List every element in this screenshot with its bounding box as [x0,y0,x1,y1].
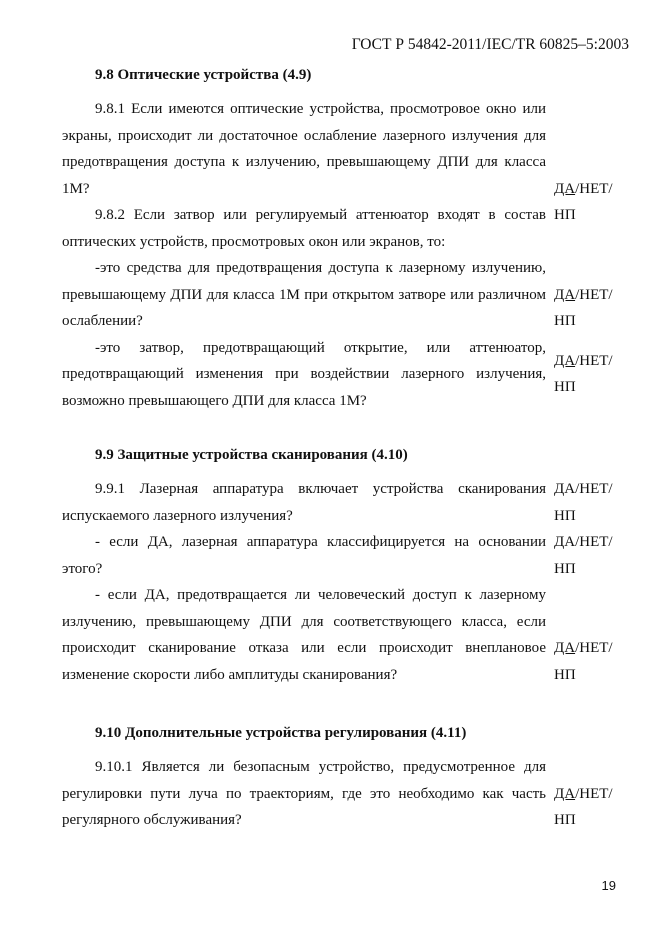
answer-yes: ДА [554,286,576,303]
answer-no: /НЕТ/ [575,785,613,802]
question-row [62,96,632,202]
question-row [62,335,632,415]
question-text: - если ДА, лазерная аппаратура классифицируется на основании этого? [62,534,546,577]
question-text: 9.8.2 Если затвор или регулируемый аттенюатор входят в состав оптических устройств, просмотровых окон или экранов, то: [62,207,546,250]
answer-yes: ДА [554,785,576,802]
answer-na: НП [554,379,576,395]
answer-no: /НЕТ/ [575,640,613,656]
answer-yes: ДА [554,180,576,197]
answer-no: /НЕТ/ [575,286,613,303]
page-number: 19 [601,878,616,893]
answer-options [554,529,624,582]
answer-no: /НЕТ/ [575,352,613,369]
answer-options [554,476,624,529]
section-title: 9.9 Защитные устройства сканирования (4.10) [95,447,408,463]
answer-na: НП [554,560,576,577]
answer-options [554,176,624,203]
answer-yes: ДА [554,534,576,550]
question-text: -это средства для предотвращения доступа к лазерному излучению, превышающему ДПИ для класса 1М при открытом затворе или различном ослаблении? [62,260,546,329]
question-row [62,582,632,688]
question-row [62,202,632,255]
answer-yes: ДА [554,481,576,497]
question-text: 9.9.1 Лазерная аппаратура включает устройства сканирования испускаемого лазерного излучения? [62,481,546,524]
question-text: 9.10.1 Является ли безопасным устройство, предусмотренное для регулировки пути луча по траекториям, где это необходимо как часть регулярного обслуживания? [62,759,546,828]
question-row [62,529,632,582]
answer-na: НП [554,812,576,828]
answer-yes: ДА [554,352,576,369]
question-row [62,476,632,529]
answer-no: /НЕТ/ [575,180,613,197]
answer-no: /НЕТ/ [575,534,613,550]
question-text: - если ДА, предотвращается ли человеческий доступ к лазерному излучению, превышающему ДПИ для соответствующего класса, если происходит сканирование отказа или если происходит внеплановое изменение скорости либо амплитуды сканирования? [62,587,546,683]
document-body [62,60,632,834]
answer-na: НП [554,666,576,683]
question-text: -это затвор, предотвращающий открытие, или аттенюатор, предотвращающий изменения при воздействии лазерного излучения, возможно превышающего ДПИ для класса 1М? [62,339,546,409]
section-title: 9.8 Оптические устройства (4.9) [95,67,312,83]
answer-options [554,635,624,688]
question-row [62,754,632,834]
answer-na: НП [554,507,576,524]
document-header: ГОСТ Р 54842-2011/IEC/TR 60825–5:2003 [351,36,629,53]
section-title: 9.10 Дополнительные устройства регулирования (4.11) [95,725,467,741]
answer-na: НП [554,313,576,329]
question-row [62,255,632,335]
answer-yes: ДА [554,640,576,656]
answer-options [554,781,624,834]
answer-options [554,282,624,335]
question-text: 9.8.1 Если имеются оптические устройства, просмотровое окно или экраны, происходит ли достаточное ослабление лазерного излучения для предотвращения доступа к излучению, превышающему ДПИ для класса 1М? [62,101,546,197]
answer-na: НП [554,207,576,223]
answer-options [554,348,624,401]
answer-no: /НЕТ/ [575,481,613,497]
